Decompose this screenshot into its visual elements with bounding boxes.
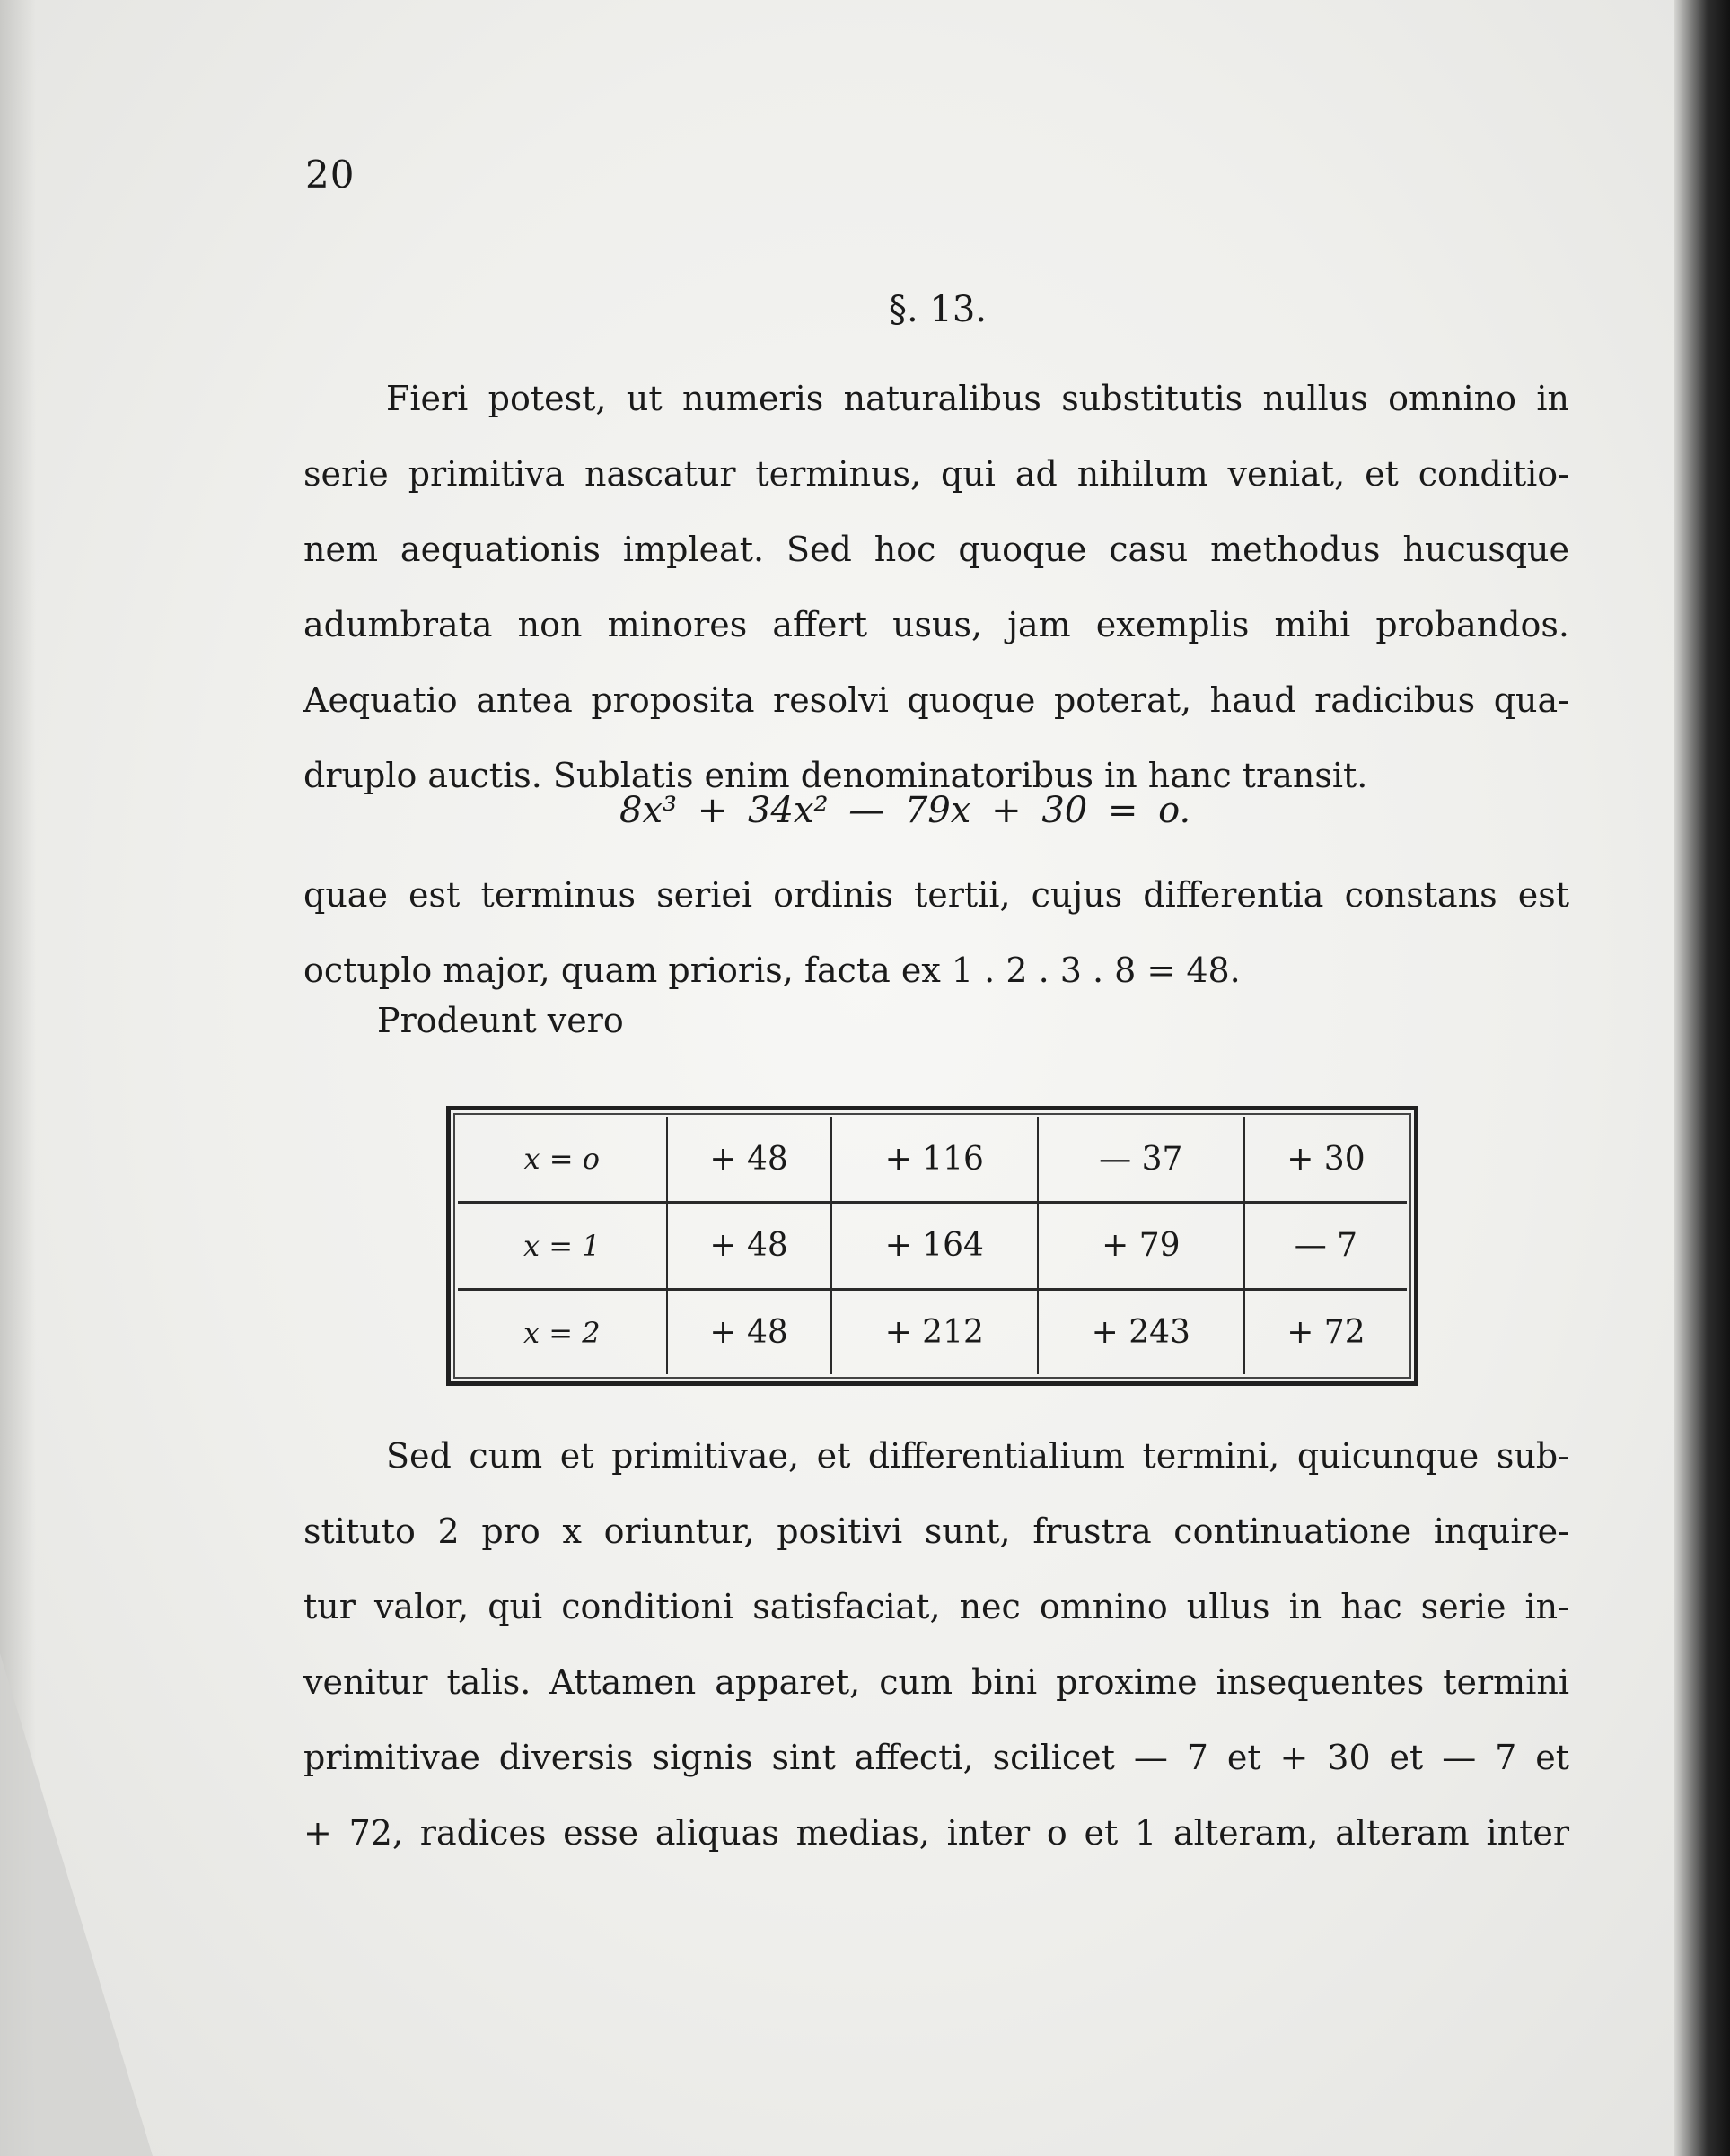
text-line: druplo auctis. Sublatis enim denominatoribus in hanc transit. xyxy=(303,756,1368,795)
table-cell: + 243 xyxy=(1038,1290,1244,1374)
text-line: adumbrata non minores affert usus, jam exemplis mihi probandos. xyxy=(303,605,1569,644)
text-line: octuplo major, quam prioris, facta ex 1 . 2 . 3 . 8 = 48. xyxy=(303,951,1241,990)
section-heading: §. 13. xyxy=(889,289,988,330)
values-table xyxy=(446,1106,1418,1386)
text-line: primitivae diversis signis sint affecti, scilicet — 7 et + 30 et — 7 et xyxy=(303,1738,1569,1777)
text-line: Sed cum et primitivae, et differentialium termini, quicunque sub- xyxy=(386,1436,1569,1476)
table-cell: + 48 xyxy=(667,1117,831,1202)
table-cell: + 116 xyxy=(831,1117,1038,1202)
text-line: stituto 2 pro x oriuntur, positivi sunt, frustra continuatione inquire- xyxy=(303,1512,1569,1551)
table-cell: x = 1 xyxy=(458,1202,667,1290)
book-binding-edge xyxy=(1674,0,1730,2156)
text-line: + 72, radices esse aliquas medias, inter o et 1 alteram, alteram inter xyxy=(303,1813,1569,1853)
paragraph-1 xyxy=(303,361,1569,813)
page-number: 20 xyxy=(305,153,356,197)
text-line: venitur talis. Attamen apparet, cum bini proxime insequentes termini xyxy=(303,1662,1569,1702)
table-cell: + 48 xyxy=(667,1202,831,1290)
table-intro: Prodeunt vero xyxy=(377,1001,624,1040)
table-cell: — 37 xyxy=(1038,1117,1244,1202)
equation: 8x³ + 34x² — 79x + 30 = o. xyxy=(619,790,1191,831)
table-cell: + 164 xyxy=(831,1202,1038,1290)
text-line: quae est terminus seriei ordinis tertii, cujus differentia constans est xyxy=(303,875,1569,915)
table-cell: — 7 xyxy=(1244,1202,1407,1290)
table-row xyxy=(458,1202,1407,1290)
table-cell: + 72 xyxy=(1287,1314,1366,1352)
table-cell: x = o xyxy=(458,1117,667,1202)
text-line: tur valor, qui conditioni satisfaciat, nec omnino ullus in hac serie in- xyxy=(303,1587,1569,1626)
table-cell: x = 2 xyxy=(458,1290,667,1374)
table-row xyxy=(458,1117,1407,1202)
page-corner-fold xyxy=(0,1653,153,2156)
text-line: Aequatio antea proposita resolvi quoque poterat, haud radicibus qua- xyxy=(303,680,1569,720)
table-cell: + 79 xyxy=(1038,1202,1244,1290)
text-line: serie primitiva nascatur terminus, qui ad nihilum veniat, et conditio- xyxy=(303,454,1569,494)
paragraph-3 xyxy=(303,1418,1569,1871)
values-table-grid xyxy=(458,1117,1407,1374)
text-line: nem aequationis impleat. Sed hoc quoque casu methodus hucusque xyxy=(303,530,1569,569)
table-cell: + 48 xyxy=(667,1290,831,1374)
table-cell: + 212 xyxy=(831,1290,1038,1374)
table-cell: + 30 xyxy=(1244,1117,1407,1202)
paragraph-2 xyxy=(303,857,1569,1008)
table-row xyxy=(458,1290,1407,1374)
text-line: Fieri potest, ut numeris naturalibus substitutis nullus omnino in xyxy=(386,379,1569,418)
